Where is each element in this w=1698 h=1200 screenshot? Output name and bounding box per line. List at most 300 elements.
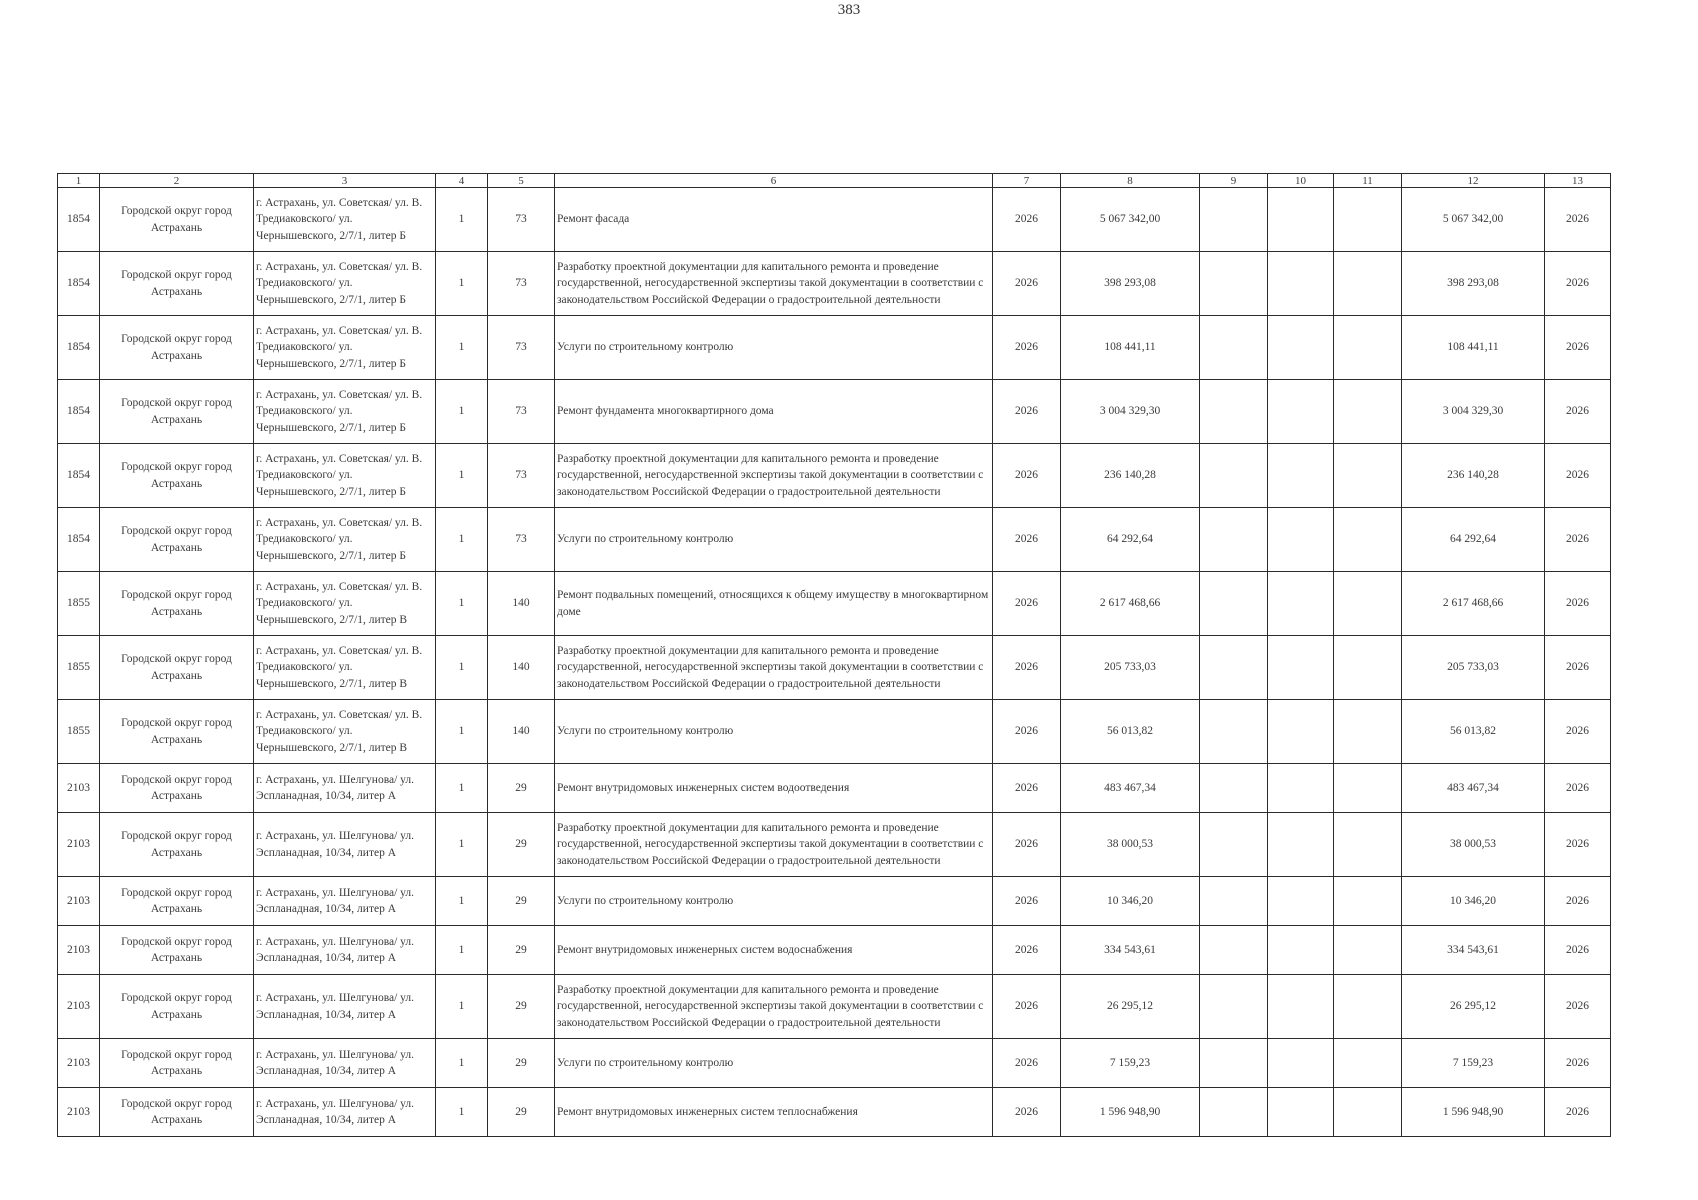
record-number-cell — [58, 700, 100, 764]
cell-10-cell — [1268, 813, 1334, 877]
year-text: 2026 — [1015, 1056, 1038, 1069]
cell-11-cell — [1334, 252, 1402, 316]
table-row — [58, 975, 1611, 1039]
amount-text: 108 441,11 — [1104, 341, 1156, 354]
work-type-text: Ремонт внутридомовых инженерных систем водоснабжения — [557, 943, 853, 956]
cell-4-cell — [436, 508, 488, 572]
cell-4-cell — [436, 700, 488, 764]
year-cell — [993, 700, 1061, 764]
cell-5-cell — [488, 636, 555, 700]
year-text: 2026 — [1015, 838, 1038, 851]
cell-5-cell — [488, 188, 555, 252]
work-type-text: Ремонт внутридомовых инженерных систем теплоснабжения — [557, 1105, 858, 1118]
completion-year-cell — [1545, 813, 1611, 877]
completion-year-text: 2026 — [1566, 661, 1589, 674]
record-number-cell — [58, 380, 100, 444]
cell-5-cell — [488, 572, 555, 636]
address-cell — [254, 877, 436, 926]
total-amount-text: 1 596 948,90 — [1442, 1105, 1504, 1118]
amount-text: 236 140,28 — [1104, 469, 1156, 482]
record-number-text: 2103 — [67, 1056, 90, 1069]
completion-year-cell — [1545, 444, 1611, 508]
cell-4-text: 1 — [458, 277, 465, 290]
cell-5-text: 29 — [515, 1105, 527, 1118]
cell-4-text: 1 — [458, 469, 465, 482]
cell-10-cell — [1268, 1088, 1334, 1137]
work-type-text: Услуги по строительному контролю — [557, 1056, 734, 1069]
cell-4-cell — [436, 926, 488, 975]
address-text: г. Астрахань, ул. Шелгунова/ ул. Эспланадная, 10/34, литер А — [256, 773, 415, 802]
amount-cell — [1061, 700, 1200, 764]
cell-9-cell — [1200, 975, 1268, 1039]
total-amount-cell — [1402, 508, 1545, 572]
address-text: г. Астрахань, ул. Советская/ ул. В. Тредиаковского/ ул. Чернышевского, 2/7/1, литер Б — [256, 260, 423, 306]
total-amount-cell — [1402, 926, 1545, 975]
cell-9-cell — [1200, 252, 1268, 316]
cell-4-cell — [436, 1039, 488, 1088]
cell-9-cell — [1200, 926, 1268, 975]
completion-year-text: 2026 — [1566, 894, 1589, 907]
repair-schedule-table — [57, 173, 1611, 1137]
municipality-cell — [100, 877, 254, 926]
year-text: 2026 — [1015, 894, 1038, 907]
cell-4-text: 1 — [458, 533, 465, 546]
record-number-cell — [58, 316, 100, 380]
work-type-cell — [555, 636, 993, 700]
table-row — [58, 188, 1611, 252]
record-number-text: 2103 — [67, 1000, 90, 1013]
record-number-text: 1854 — [67, 405, 90, 418]
cell-5-cell — [488, 1039, 555, 1088]
municipality-cell — [100, 444, 254, 508]
table-row — [58, 316, 1611, 380]
address-text: г. Астрахань, ул. Советская/ ул. В. Тредиаковского/ ул. Чернышевского, 2/7/1, литер В — [256, 708, 423, 754]
cell-5-text: 140 — [512, 661, 530, 674]
work-type-cell — [555, 380, 993, 444]
cell-11-cell — [1334, 508, 1402, 572]
record-number-cell — [58, 444, 100, 508]
record-number-cell — [58, 877, 100, 926]
record-number-text: 1855 — [67, 597, 90, 610]
completion-year-cell — [1545, 700, 1611, 764]
cell-4-cell — [436, 316, 488, 380]
year-cell — [993, 508, 1061, 572]
municipality-cell — [100, 1088, 254, 1137]
municipality-text: Городской округ город Астрахань — [121, 830, 232, 859]
record-number-cell — [58, 975, 100, 1039]
work-type-text: Услуги по строительному контролю — [557, 894, 734, 907]
amount-text: 38 000,53 — [1107, 838, 1153, 851]
column-header: 12 — [1402, 174, 1545, 188]
year-text: 2026 — [1015, 943, 1038, 956]
address-cell — [254, 1088, 436, 1137]
work-type-text: Ремонт внутридомовых инженерных систем водоотведения — [557, 781, 850, 794]
cell-9-cell — [1200, 444, 1268, 508]
cell-9-cell — [1200, 1088, 1268, 1137]
address-cell — [254, 1039, 436, 1088]
year-text: 2026 — [1015, 213, 1038, 226]
amount-text: 26 295,12 — [1107, 1000, 1153, 1013]
record-number-text: 2103 — [67, 943, 90, 956]
cell-5-text: 73 — [515, 533, 527, 546]
municipality-text: Городской округ город Астрахань — [121, 886, 232, 915]
cell-5-text: 29 — [515, 1056, 527, 1069]
year-text: 2026 — [1015, 1105, 1038, 1118]
column-header: 2 — [100, 174, 254, 188]
year-cell — [993, 444, 1061, 508]
completion-year-cell — [1545, 188, 1611, 252]
cell-9-cell — [1200, 700, 1268, 764]
total-amount-text: 205 733,03 — [1447, 661, 1499, 674]
cell-11-cell — [1334, 316, 1402, 380]
year-cell — [993, 813, 1061, 877]
amount-text: 483 467,34 — [1104, 781, 1156, 794]
total-amount-text: 483 467,34 — [1447, 781, 1499, 794]
total-amount-text: 108 441,11 — [1447, 341, 1499, 354]
municipality-cell — [100, 380, 254, 444]
cell-4-text: 1 — [458, 943, 465, 956]
municipality-cell — [100, 764, 254, 813]
year-text: 2026 — [1015, 597, 1038, 610]
cell-4-text: 1 — [458, 781, 465, 794]
cell-4-cell — [436, 764, 488, 813]
cell-11-cell — [1334, 975, 1402, 1039]
cell-5-cell — [488, 877, 555, 926]
cell-4-text: 1 — [458, 405, 465, 418]
amount-cell — [1061, 444, 1200, 508]
municipality-text: Городской округ город Астрахань — [121, 773, 232, 802]
amount-text: 2 617 468,66 — [1099, 597, 1161, 610]
address-text: г. Астрахань, ул. Шелгунова/ ул. Эспланадная, 10/34, литер А — [256, 992, 415, 1021]
completion-year-text: 2026 — [1566, 533, 1589, 546]
cell-5-text: 29 — [515, 943, 527, 956]
record-number-text: 1855 — [67, 725, 90, 738]
amount-cell — [1061, 926, 1200, 975]
cell-4-cell — [436, 444, 488, 508]
cell-5-cell — [488, 975, 555, 1039]
year-cell — [993, 380, 1061, 444]
work-type-cell — [555, 1088, 993, 1137]
cell-5-cell — [488, 316, 555, 380]
work-type-cell — [555, 813, 993, 877]
municipality-text: Городской округ город Астрахань — [121, 397, 232, 426]
municipality-text: Городской округ город Астрахань — [121, 1097, 232, 1126]
completion-year-cell — [1545, 877, 1611, 926]
municipality-text: Городской округ город Астрахань — [121, 653, 232, 682]
column-header: 1 — [58, 174, 100, 188]
record-number-text: 1854 — [67, 469, 90, 482]
record-number-cell — [58, 813, 100, 877]
cell-4-cell — [436, 813, 488, 877]
cell-4-cell — [436, 975, 488, 1039]
total-amount-text: 7 159,23 — [1452, 1056, 1494, 1069]
table-row — [58, 572, 1611, 636]
municipality-cell — [100, 813, 254, 877]
amount-cell — [1061, 975, 1200, 1039]
year-cell — [993, 1088, 1061, 1137]
address-text: г. Астрахань, ул. Шелгунова/ ул. Эспланадная, 10/34, литер А — [256, 935, 415, 964]
municipality-text: Городской округ город Астрахань — [121, 461, 232, 490]
completion-year-cell — [1545, 926, 1611, 975]
amount-text: 64 292,64 — [1107, 533, 1153, 546]
address-text: г. Астрахань, ул. Шелгунова/ ул. Эспланадная, 10/34, литер А — [256, 886, 415, 915]
cell-4-text: 1 — [458, 1105, 465, 1118]
column-header: 13 — [1545, 174, 1611, 188]
year-cell — [993, 1039, 1061, 1088]
cell-9-cell — [1200, 572, 1268, 636]
work-type-cell — [555, 572, 993, 636]
total-amount-cell — [1402, 316, 1545, 380]
work-type-cell — [555, 700, 993, 764]
address-text: г. Астрахань, ул. Советская/ ул. В. Тредиаковского/ ул. Чернышевского, 2/7/1, литер Б — [256, 452, 423, 498]
work-type-cell — [555, 877, 993, 926]
cell-10-cell — [1268, 444, 1334, 508]
municipality-text: Городской округ город Астрахань — [121, 333, 232, 362]
municipality-text: Городской округ город Астрахань — [121, 589, 232, 618]
address-text: г. Астрахань, ул. Советская/ ул. В. Тредиаковского/ ул. Чернышевского, 2/7/1, литер В — [256, 644, 423, 690]
cell-5-text: 29 — [515, 1000, 527, 1013]
municipality-cell — [100, 1039, 254, 1088]
record-number-cell — [58, 508, 100, 572]
address-cell — [254, 926, 436, 975]
cell-11-cell — [1334, 572, 1402, 636]
column-header: 11 — [1334, 174, 1402, 188]
table-row — [58, 380, 1611, 444]
completion-year-text: 2026 — [1566, 1000, 1589, 1013]
cell-5-text: 29 — [515, 781, 527, 794]
amount-text: 7 159,23 — [1109, 1056, 1151, 1069]
record-number-cell — [58, 636, 100, 700]
record-number-cell — [58, 1039, 100, 1088]
total-amount-cell — [1402, 1088, 1545, 1137]
cell-5-text: 73 — [515, 405, 527, 418]
cell-11-cell — [1334, 877, 1402, 926]
municipality-cell — [100, 572, 254, 636]
total-amount-cell — [1402, 1039, 1545, 1088]
cell-9-cell — [1200, 316, 1268, 380]
cell-4-text: 1 — [458, 838, 465, 851]
total-amount-text: 38 000,53 — [1450, 838, 1496, 851]
completion-year-text: 2026 — [1566, 943, 1589, 956]
column-header: 4 — [436, 174, 488, 188]
table-row — [58, 813, 1611, 877]
year-cell — [993, 975, 1061, 1039]
year-cell — [993, 252, 1061, 316]
total-amount-cell — [1402, 975, 1545, 1039]
cell-5-cell — [488, 1088, 555, 1137]
cell-10-cell — [1268, 508, 1334, 572]
amount-text: 56 013,82 — [1107, 725, 1153, 738]
year-cell — [993, 877, 1061, 926]
address-cell — [254, 188, 436, 252]
record-number-cell — [58, 764, 100, 813]
total-amount-cell — [1402, 764, 1545, 813]
cell-5-text: 140 — [512, 597, 530, 610]
cell-10-cell — [1268, 926, 1334, 975]
address-cell — [254, 252, 436, 316]
cell-4-text: 1 — [458, 661, 465, 674]
cell-5-cell — [488, 380, 555, 444]
table-row — [58, 764, 1611, 813]
year-cell — [993, 764, 1061, 813]
completion-year-text: 2026 — [1566, 341, 1589, 354]
table-row — [58, 252, 1611, 316]
column-header: 8 — [1061, 174, 1200, 188]
cell-4-text: 1 — [458, 725, 465, 738]
completion-year-text: 2026 — [1566, 781, 1589, 794]
cell-10-cell — [1268, 188, 1334, 252]
record-number-cell — [58, 1088, 100, 1137]
total-amount-text: 3 004 329,30 — [1442, 405, 1504, 418]
completion-year-text: 2026 — [1566, 597, 1589, 610]
address-cell — [254, 572, 436, 636]
total-amount-text: 398 293,08 — [1447, 277, 1499, 290]
work-type-cell — [555, 316, 993, 380]
address-cell — [254, 508, 436, 572]
amount-cell — [1061, 1088, 1200, 1137]
cell-11-cell — [1334, 926, 1402, 975]
page-number: 383 — [837, 2, 861, 18]
cell-4-text: 1 — [458, 341, 465, 354]
amount-cell — [1061, 572, 1200, 636]
work-type-cell — [555, 975, 993, 1039]
cell-5-text: 73 — [515, 213, 527, 226]
cell-5-cell — [488, 508, 555, 572]
total-amount-text: 5 067 342,00 — [1442, 213, 1504, 226]
table-row — [58, 926, 1611, 975]
completion-year-text: 2026 — [1566, 1105, 1589, 1118]
year-cell — [993, 188, 1061, 252]
completion-year-cell — [1545, 380, 1611, 444]
total-amount-cell — [1402, 380, 1545, 444]
record-number-cell — [58, 188, 100, 252]
cell-5-cell — [488, 444, 555, 508]
column-header: 5 — [488, 174, 555, 188]
total-amount-text: 236 140,28 — [1447, 469, 1499, 482]
cell-4-cell — [436, 636, 488, 700]
cell-10-cell — [1268, 700, 1334, 764]
total-amount-text: 334 543,61 — [1447, 943, 1499, 956]
amount-cell — [1061, 1039, 1200, 1088]
column-header: 3 — [254, 174, 436, 188]
address-cell — [254, 316, 436, 380]
work-type-cell — [555, 252, 993, 316]
cell-11-cell — [1334, 380, 1402, 444]
cell-5-text: 73 — [515, 341, 527, 354]
work-type-text: Разработку проектной документации для капитального ремонта и проведение государственной, негосударственной экспертизы такой документации в соответствии с законодательством Российской Федерации о градостроительной деятельности — [557, 644, 984, 690]
cell-4-text: 1 — [458, 1056, 465, 1069]
address-cell — [254, 764, 436, 813]
cell-4-cell — [436, 877, 488, 926]
amount-text: 3 004 329,30 — [1099, 405, 1161, 418]
record-number-text: 1854 — [67, 341, 90, 354]
amount-cell — [1061, 316, 1200, 380]
municipality-cell — [100, 188, 254, 252]
completion-year-cell — [1545, 572, 1611, 636]
year-text: 2026 — [1015, 469, 1038, 482]
cell-9-cell — [1200, 764, 1268, 813]
table-row — [58, 508, 1611, 572]
municipality-text: Городской округ город Астрахань — [121, 992, 232, 1021]
table-row — [58, 877, 1611, 926]
completion-year-cell — [1545, 1088, 1611, 1137]
completion-year-text: 2026 — [1566, 838, 1589, 851]
municipality-cell — [100, 508, 254, 572]
total-amount-cell — [1402, 188, 1545, 252]
record-number-text: 1854 — [67, 533, 90, 546]
completion-year-cell — [1545, 636, 1611, 700]
municipality-cell — [100, 700, 254, 764]
work-type-text: Разработку проектной документации для капитального ремонта и проведение государственной, негосударственной экспертизы такой документации в соответствии с законодательством Российской Федерации о градостроительной деятельности — [557, 983, 984, 1029]
cell-4-text: 1 — [458, 597, 465, 610]
municipality-text: Городской округ город Астрахань — [121, 205, 232, 234]
cell-4-cell — [436, 572, 488, 636]
record-number-text: 1854 — [67, 213, 90, 226]
cell-11-cell — [1334, 1088, 1402, 1137]
column-number-row — [58, 174, 1611, 188]
completion-year-text: 2026 — [1566, 277, 1589, 290]
year-text: 2026 — [1015, 533, 1038, 546]
cell-11-cell — [1334, 636, 1402, 700]
cell-5-cell — [488, 813, 555, 877]
address-text: г. Астрахань, ул. Шелгунова/ ул. Эспланадная, 10/34, литер А — [256, 1048, 415, 1077]
cell-10-cell — [1268, 316, 1334, 380]
year-cell — [993, 926, 1061, 975]
completion-year-cell — [1545, 316, 1611, 380]
total-amount-text: 56 013,82 — [1450, 725, 1496, 738]
total-amount-text: 10 346,20 — [1450, 894, 1496, 907]
completion-year-text: 2026 — [1566, 213, 1589, 226]
completion-year-text: 2026 — [1566, 469, 1589, 482]
completion-year-cell — [1545, 252, 1611, 316]
year-text: 2026 — [1015, 405, 1038, 418]
amount-text: 205 733,03 — [1104, 661, 1156, 674]
amount-cell — [1061, 877, 1200, 926]
record-number-text: 2103 — [67, 1105, 90, 1118]
amount-cell — [1061, 380, 1200, 444]
year-text: 2026 — [1015, 661, 1038, 674]
address-cell — [254, 380, 436, 444]
address-text: г. Астрахань, ул. Шелгунова/ ул. Эспланадная, 10/34, литер А — [256, 830, 415, 859]
amount-cell — [1061, 636, 1200, 700]
address-cell — [254, 444, 436, 508]
year-text: 2026 — [1015, 725, 1038, 738]
amount-cell — [1061, 764, 1200, 813]
cell-10-cell — [1268, 877, 1334, 926]
total-amount-cell — [1402, 877, 1545, 926]
record-number-cell — [58, 252, 100, 316]
work-type-text: Ремонт фасада — [557, 213, 630, 226]
cell-4-cell — [436, 188, 488, 252]
amount-text: 334 543,61 — [1104, 943, 1156, 956]
work-type-text: Ремонт подвальных помещений, относящихся к общему имуществу в многоквартирном доме — [557, 589, 989, 618]
cell-5-cell — [488, 926, 555, 975]
cell-9-cell — [1200, 508, 1268, 572]
work-type-text: Услуги по строительному контролю — [557, 725, 734, 738]
table-row — [58, 636, 1611, 700]
year-text: 2026 — [1015, 1000, 1038, 1013]
column-header: 7 — [993, 174, 1061, 188]
address-cell — [254, 636, 436, 700]
completion-year-text: 2026 — [1566, 725, 1589, 738]
cell-4-cell — [436, 380, 488, 444]
work-type-text: Ремонт фундамента многоквартирного дома — [557, 405, 774, 418]
address-text: г. Астрахань, ул. Советская/ ул. В. Тредиаковского/ ул. Чернышевского, 2/7/1, литер В — [256, 580, 423, 626]
municipality-cell — [100, 316, 254, 380]
municipality-text: Городской округ город Астрахань — [121, 717, 232, 746]
completion-year-cell — [1545, 764, 1611, 813]
address-cell — [254, 813, 436, 877]
